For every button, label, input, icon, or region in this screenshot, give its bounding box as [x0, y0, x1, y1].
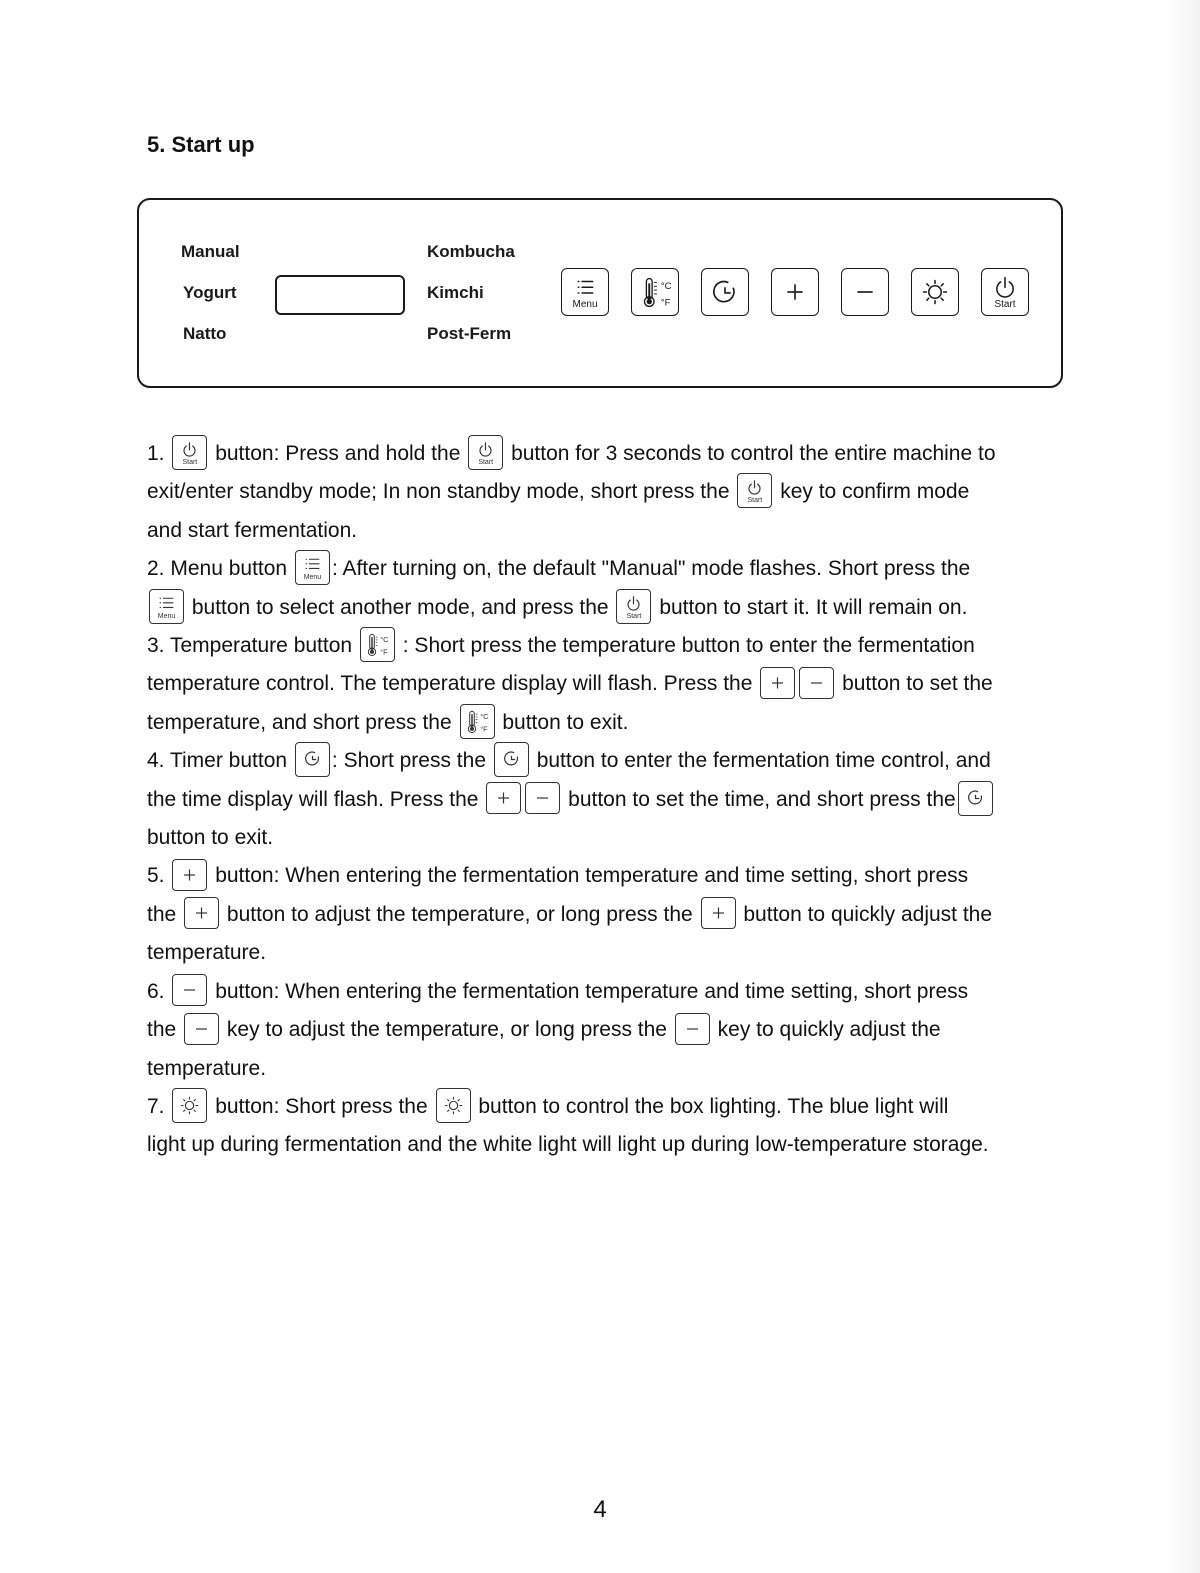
step-4-text: : Short press the — [331, 749, 486, 773]
minus-key-icon — [172, 974, 207, 1006]
plus-key-icon — [760, 667, 795, 699]
mode-label-kimchi: Kimchi — [427, 283, 484, 302]
minus-icon — [842, 269, 888, 315]
page-number: 4 — [593, 1496, 607, 1523]
plus-key-icon — [486, 782, 521, 814]
step-2-text: : After turning on, the default "Manual" mode flashes. Short press the — [331, 557, 971, 581]
step-1-text: button: Press and hold the — [215, 442, 461, 465]
step-4-line-2 — [147, 781, 1077, 819]
minus-key-icon — [184, 1013, 219, 1045]
step-1-text: exit/enter standby mode; In non standby mode, short press the — [147, 480, 730, 504]
mode-label-manual: Manual — [181, 242, 240, 261]
control-panel-diagram — [137, 198, 1063, 388]
panel-timer-button — [701, 268, 749, 316]
panel-light-button — [911, 268, 959, 316]
timer-key-icon — [958, 781, 993, 816]
step-7-line-2 — [147, 1126, 1077, 1164]
step-4-text: button to exit. — [147, 826, 274, 850]
minus-key-icon — [799, 667, 834, 699]
plus-icon — [772, 269, 818, 315]
step-7-number: 7. — [147, 1094, 165, 1118]
minus-key-icon — [525, 782, 560, 814]
start-key-caption: Start — [747, 497, 763, 505]
step-6-line-2 — [147, 1011, 1077, 1049]
thermometer-key-icon — [460, 704, 495, 739]
light-key-icon — [172, 1088, 207, 1123]
thermometer-key-icon — [360, 627, 395, 662]
timer-icon — [702, 269, 748, 315]
step-5-text: button to adjust the temperature, or long press the — [226, 902, 693, 926]
panel-menu-button — [561, 268, 609, 316]
section-title: 5. Start up — [147, 132, 255, 157]
step-5-text: temperature. — [147, 941, 267, 965]
light-key-icon — [436, 1088, 471, 1123]
step-3-text: button to exit. — [502, 710, 629, 734]
menu-key-caption: Menu — [157, 612, 176, 620]
timer-key-icon — [494, 742, 529, 777]
step-7-text: light up during fermentation and the white light will light up during low-temperature storage. — [147, 1133, 989, 1157]
mode-label-yogurt: Yogurt — [183, 283, 237, 302]
start-key-icon — [468, 435, 503, 470]
step-6-line-1 — [147, 973, 1077, 1011]
step-1-text: and start fermentation. — [147, 518, 358, 542]
fahrenheit-unit: °F — [479, 724, 488, 734]
step-4-text: button to enter the fermentation time control, and — [536, 749, 991, 773]
panel-minus-button — [841, 268, 889, 316]
step-2-text: 2. Menu button — [147, 557, 288, 581]
instruction-steps — [147, 435, 1077, 1165]
step-2-text: button to start it. It will remain on. — [659, 595, 968, 619]
step-1-line-1 — [147, 435, 1077, 473]
step-4-line-3 — [147, 819, 1077, 857]
step-3-text: temperature control. The temperature display will flash. Press the — [147, 672, 753, 696]
step-2-line-2 — [147, 589, 1077, 627]
panel-start-button — [981, 268, 1029, 316]
step-3-line-3 — [147, 704, 1077, 742]
celsius-unit: °C — [479, 711, 488, 721]
menu-key-icon — [149, 589, 184, 624]
fahrenheit-unit: °F — [660, 297, 671, 309]
step-6-text: key to adjust the temperature, or long press the — [226, 1018, 667, 1042]
celsius-unit: °C — [380, 634, 389, 644]
step-2-text: button to select another mode, and press the — [191, 595, 609, 619]
panel-display — [275, 275, 405, 315]
step-5-line-3 — [147, 934, 1077, 972]
menu-key-caption: Menu — [303, 574, 322, 582]
start-key-icon — [172, 435, 207, 470]
step-6-text: temperature. — [147, 1056, 267, 1080]
step-5-line-2 — [147, 896, 1077, 934]
thermometer-icon — [632, 269, 678, 315]
step-1-text: key to confirm mode — [780, 480, 970, 504]
light-icon — [912, 269, 958, 315]
mode-label-kombucha: Kombucha — [427, 242, 515, 261]
step-3-text: 3. Temperature button — [147, 634, 353, 658]
step-5-line-1 — [147, 857, 1077, 895]
page-edge-shadow — [1166, 0, 1200, 1573]
step-7-text: button: Short press the — [215, 1094, 428, 1118]
step-3-text: button to set the — [842, 672, 993, 696]
start-key-caption: Start — [478, 458, 494, 466]
step-1-number: 1. — [147, 442, 165, 465]
step-4-text: button to set the time, and short press the — [568, 787, 956, 811]
step-6-number: 6. — [147, 979, 165, 1003]
mode-label-post-ferm: Post-Ferm — [427, 324, 512, 343]
step-4-line-1 — [147, 742, 1077, 780]
step-3-line-1 — [147, 627, 1077, 665]
step-1-line-3 — [147, 512, 1077, 550]
plus-key-icon — [172, 859, 207, 891]
step-3-text: : Short press the temperature button to enter the fermentation — [402, 634, 975, 658]
step-4-text: 4. Timer button — [147, 749, 288, 773]
start-key-icon — [616, 589, 651, 624]
step-5-text: button: When entering the fermentation temperature and time setting, short press — [215, 864, 969, 888]
step-4-text: the time display will flash. Press the — [147, 787, 479, 811]
panel-temperature-button — [631, 268, 679, 316]
step-5-text: the — [147, 902, 177, 926]
start-key-caption: Start — [182, 458, 198, 466]
step-5-text: button to quickly adjust the — [743, 902, 993, 926]
step-6-text: key to quickly adjust the — [717, 1018, 941, 1042]
menu-caption: Menu — [572, 299, 598, 310]
start-caption: Start — [994, 299, 1016, 310]
step-7-text: button to control the box lighting. The blue light will — [478, 1094, 949, 1118]
timer-key-icon — [295, 742, 330, 777]
step-6-text: the — [147, 1018, 177, 1042]
start-key-icon — [737, 473, 772, 508]
step-6-text: button: When entering the fermentation temperature and time setting, short press — [215, 979, 969, 1003]
menu-key-icon — [295, 550, 330, 585]
celsius-unit: °C — [660, 281, 672, 293]
plus-key-icon — [701, 897, 736, 929]
step-3-text: temperature, and short press the — [147, 710, 452, 734]
step-1-line-2 — [147, 473, 1077, 511]
step-6-line-3 — [147, 1050, 1077, 1088]
start-key-caption: Start — [626, 612, 642, 620]
step-3-line-2 — [147, 665, 1077, 703]
fahrenheit-unit: °F — [380, 647, 388, 657]
mode-label-natto: Natto — [183, 324, 227, 343]
step-2-line-1 — [147, 550, 1077, 588]
plus-key-icon — [184, 897, 219, 929]
step-7-line-1 — [147, 1088, 1077, 1126]
minus-key-icon — [675, 1013, 710, 1045]
step-1-text: button for 3 seconds to control the entire machine to — [511, 442, 996, 465]
panel-plus-button — [771, 268, 819, 316]
step-5-number: 5. — [147, 864, 165, 888]
